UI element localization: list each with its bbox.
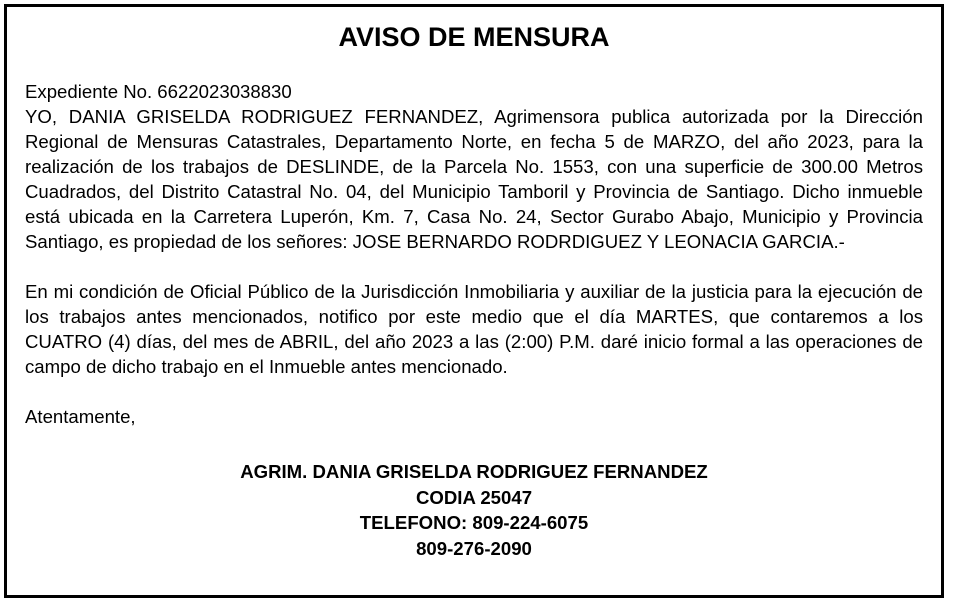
phone-primary: TELEFONO: 809-224-6075 xyxy=(359,512,589,533)
notice-box xyxy=(4,4,944,598)
signature-block xyxy=(25,459,923,561)
paragraph-notification: En mi condición de Oficial Público de la Jurisdicción Inmobiliaria y auxiliar de la justicia para la ejecución de los trabajos antes mencionados, notifico por este medio que el día MARTES, que contaremos a los CUATRO (4) días, del mes de ABRIL, del año 2023 a las (2:00) P.M. daré inicio formal a las operaciones de campo de dicho trabajo en el Inmueble antes mencionado. xyxy=(25,281,923,377)
notice-title: AVISO DE MENSURA xyxy=(338,22,610,52)
codia-number: CODIA 25047 xyxy=(415,486,533,508)
signatory-name: AGRIM. DANIA GRISELDA RODRIGUEZ FERNANDEZ xyxy=(240,461,708,482)
closing-salutation: Atentamente, xyxy=(25,406,136,427)
expediente-number: Expediente No. 6622023038830 xyxy=(25,81,292,102)
phone-secondary: 809-276-2090 xyxy=(416,537,532,559)
paragraph-survey-details: YO, DANIA GRISELDA RODRIGUEZ FERNANDEZ, Agrimensora publica autorizada por la Dirección Regional de Mensuras Catastrales, Departamento Norte, en fecha 5 de MARZO, del año 2023, para la realización de los trabajos de DESLINDE, de la Parcela No. 1553, con una superficie de 300.00 Metros Cuadrados, del Distrito Catastral No. 04, del Municipio Tamboril y Provincia de Santiago. Dicho inmueble está ubicada en la Carretera Luperón, Km. 7, Casa No. 24, Sector Gurabo Abajo, Municipio y Provincia Santiago, es propiedad de los señores: JOSE BERNARDO RODRDIGUEZ Y LEONACIA GARCIA.- xyxy=(25,106,923,252)
paragraph-spacer xyxy=(25,379,923,404)
paragraph-spacer xyxy=(25,254,923,279)
